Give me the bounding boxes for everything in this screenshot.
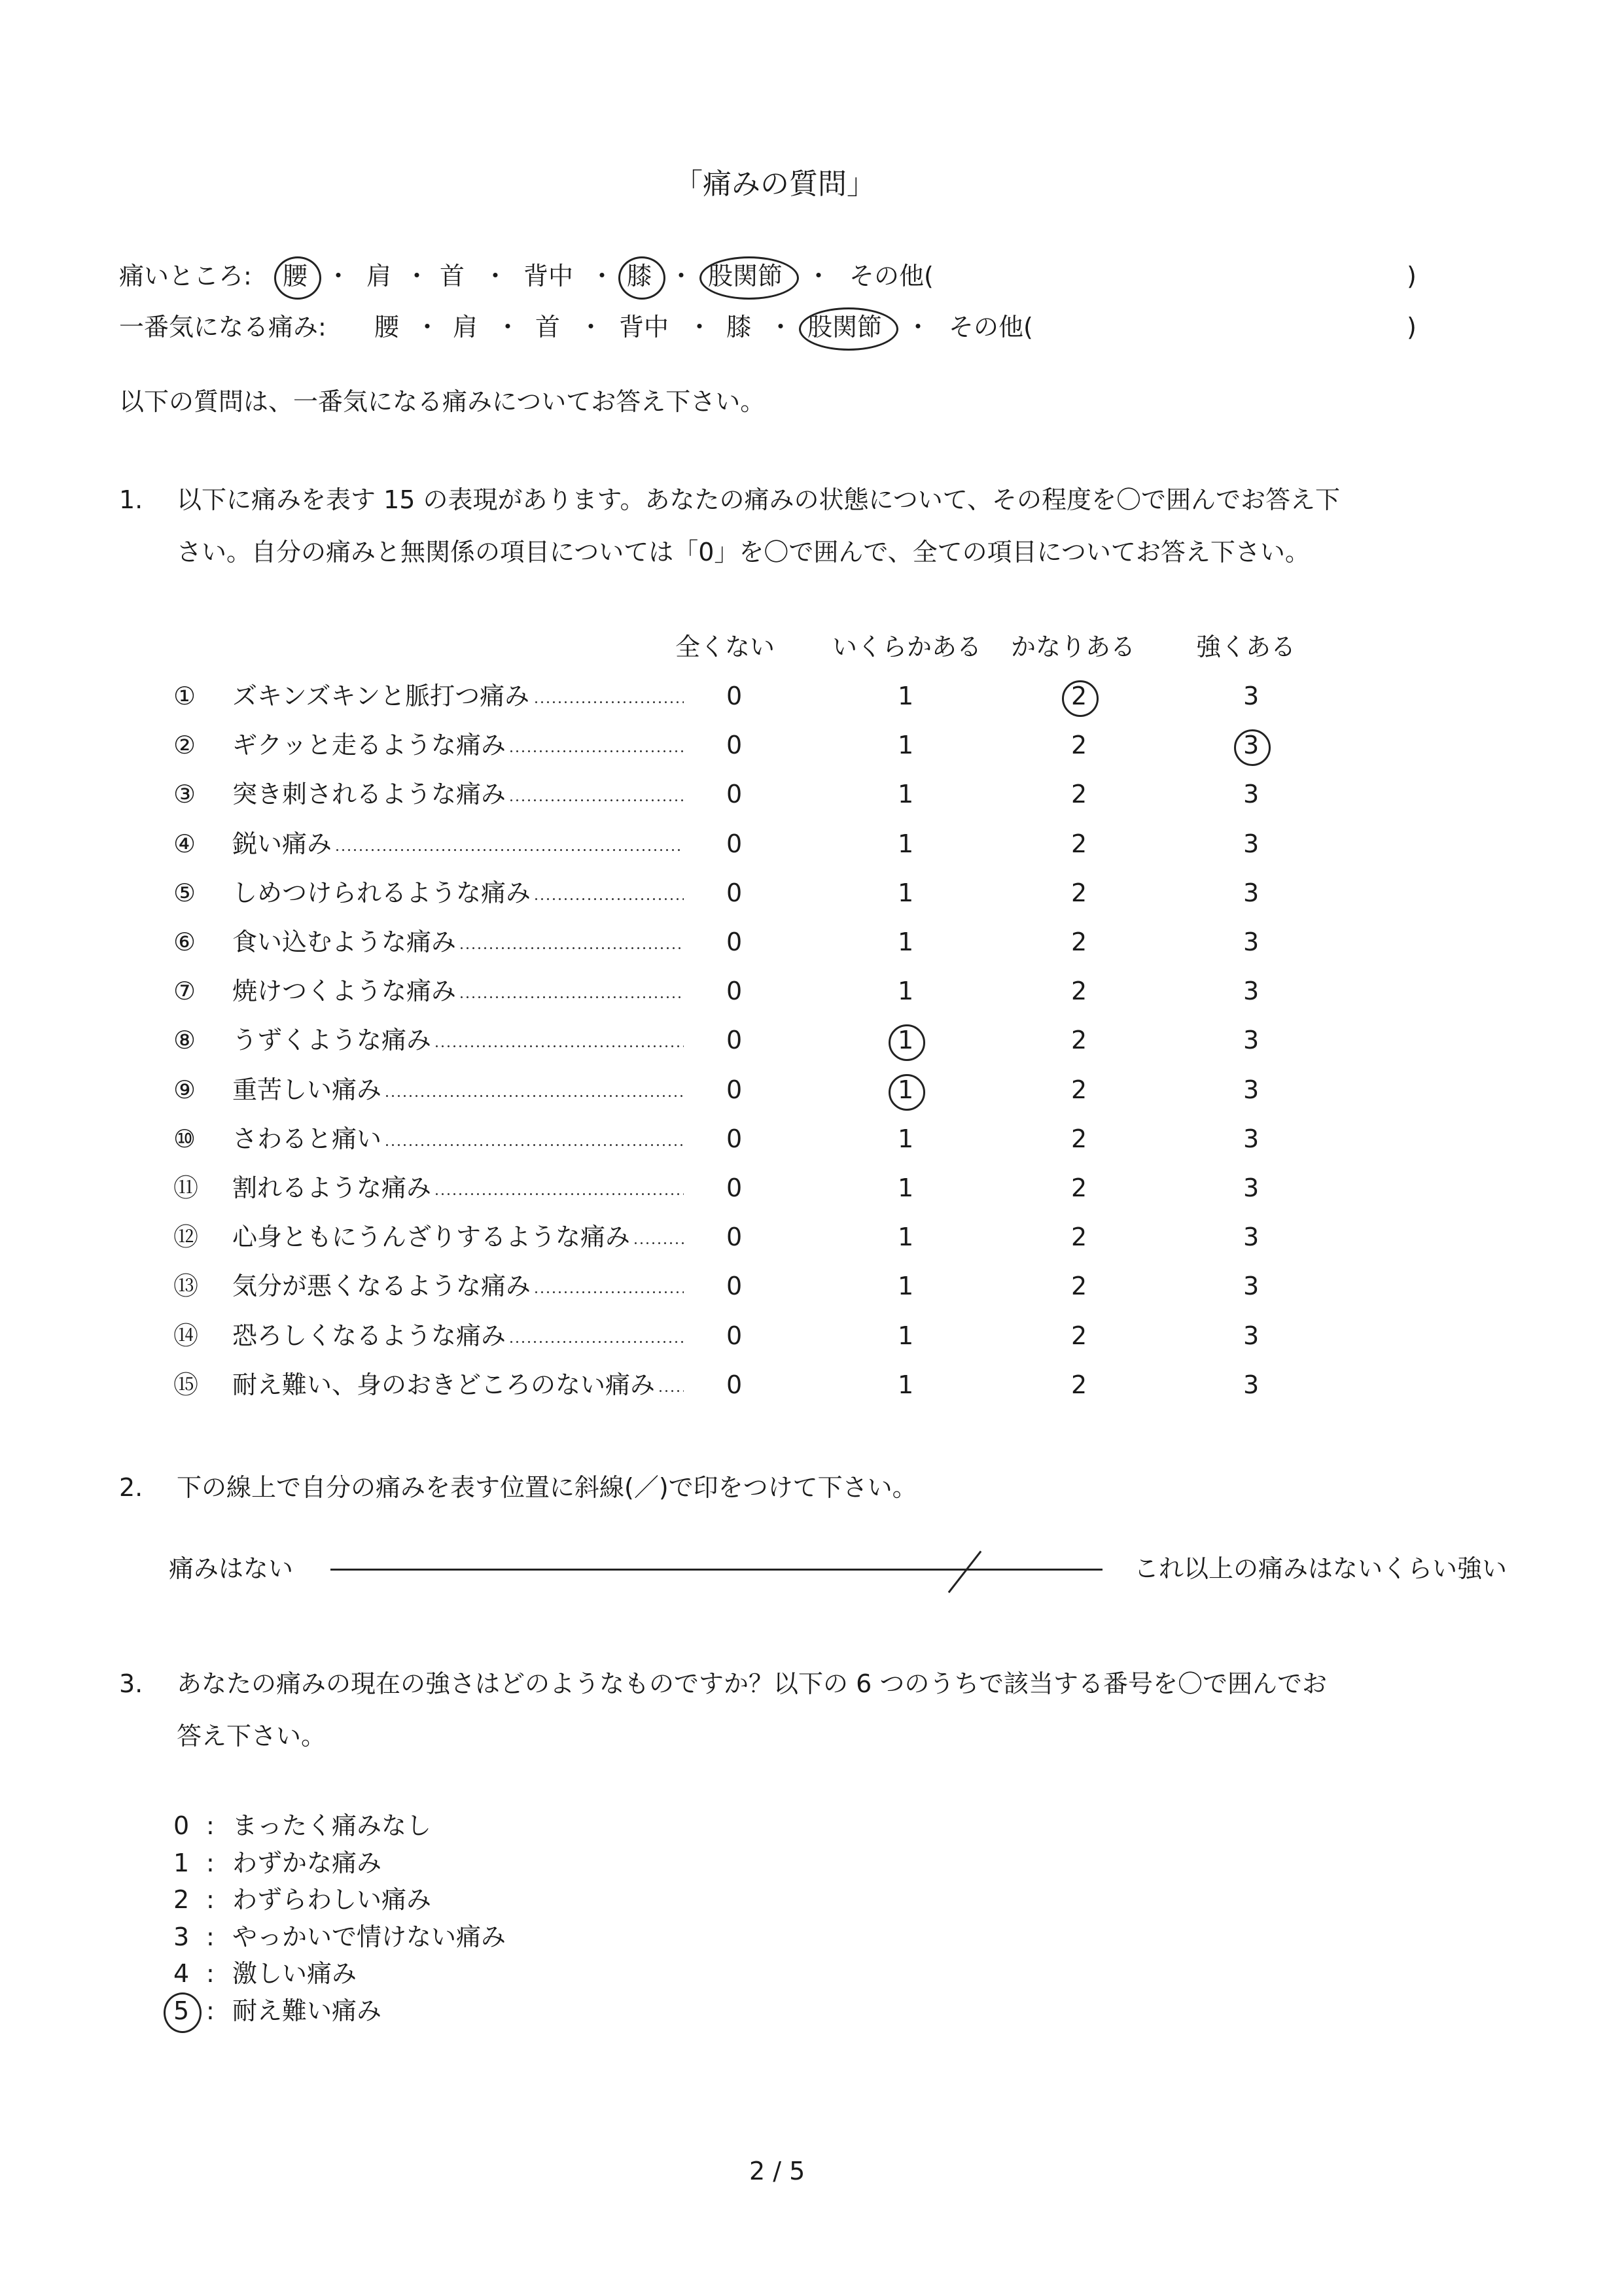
pain_location-option[interactable]: 背中 [523,262,574,290]
selected-circle [164,1992,202,2033]
q3-option-sep: : [206,1848,215,1877]
selected-circle [889,1074,925,1111]
q2-text: 下の線上で自分の痛みを表す位置に斜線(／)で印をつけて下さい。 [177,1473,917,1502]
scale-option[interactable]: 2 [1071,1272,1087,1300]
pain_location-option[interactable]: 腰 [283,262,308,290]
scale-option[interactable]: 2 [1071,731,1087,759]
scale-option[interactable]: 1 [898,1321,914,1350]
leader-dots [459,996,684,998]
item-number: ④ [173,829,196,858]
page-title: 「痛みの質問」 [674,167,875,201]
scale-option[interactable]: 3 [1243,1026,1260,1054]
scale-option[interactable]: 2 [1071,878,1087,907]
vas-right-label: これ以上の痛みはないくらい強い [1134,1554,1508,1583]
leader-dots [658,1390,684,1392]
pain_location-option[interactable]: 首 [440,262,465,290]
scale-option[interactable]: 2 [1071,1223,1087,1251]
item-number: ⑧ [173,1026,196,1054]
item-number: ⑫ [173,1223,199,1251]
circled-mark [699,256,799,300]
item-number: ⑨ [173,1075,196,1104]
leader-dots [508,1341,684,1343]
scale-option[interactable]: 0 [726,780,743,809]
scale-option[interactable]: 0 [726,1272,743,1300]
worst_pain-option[interactable]: 股関節 [807,313,883,341]
scale-option[interactable]: 2 [1071,1174,1087,1202]
scale-option[interactable]: 0 [726,731,743,759]
scale-option[interactable]: 3 [1243,1124,1260,1153]
item-number: ⑦ [173,977,196,1005]
q3-option-sep: : [206,1885,215,1914]
scale-option[interactable]: 3 [1243,878,1260,907]
worst-pain-label: 一番気になる痛み: [119,313,327,341]
pain_location-option[interactable]: ) [1407,262,1417,290]
column-header: 全くない [675,633,775,661]
worst_pain-option[interactable]: 肩 [453,313,478,341]
column-header: かなりある [1011,633,1136,661]
item-label: しめつけられるような痛み [232,878,531,907]
scale-option[interactable]: 1 [898,780,914,809]
leader-dots [384,1095,684,1097]
scale-option[interactable]: 0 [726,1321,743,1350]
q3-option-number[interactable]: 4 [173,1959,190,1988]
pain_location-option[interactable]: その他( [849,262,934,290]
vas-slash-mark [948,1551,982,1593]
item-label: 心身ともにうんざりするような痛み [232,1223,631,1251]
leader-dots [533,1291,684,1293]
q1-number: 1. [119,485,143,514]
leader-dots [334,849,684,851]
vas-line[interactable] [330,1569,1103,1571]
scale-option[interactable]: 1 [898,928,914,956]
leader-dots [533,898,684,900]
item-number: ③ [173,780,196,809]
scale-option[interactable]: 0 [726,1174,743,1202]
circled-mark [618,256,665,300]
separator-dot: ・ [404,262,430,290]
scale-option[interactable]: 3 [1243,1272,1260,1300]
pain-location-label: 痛いところ: [119,262,252,290]
q3-number: 3. [119,1669,143,1698]
scale-option[interactable]: 2 [1071,780,1087,809]
circled-mark [799,307,898,351]
scale-option[interactable]: 2 [1071,1075,1087,1104]
q3-option-label: やっかいで情けない痛み [232,1922,506,1951]
scale-option[interactable]: 0 [726,1026,743,1054]
scale-option[interactable]: 3 [1243,731,1260,759]
scale-option[interactable]: 2 [1071,682,1087,710]
scale-option[interactable]: 1 [898,1174,914,1202]
separator-dot: ・ [590,262,615,290]
pain_location-option[interactable]: 肩 [366,262,392,290]
scale-option[interactable]: 1 [898,878,914,907]
scale-option[interactable]: 0 [726,1075,743,1104]
q3-option-sep: : [206,1959,215,1988]
separator-dot: ・ [806,262,832,290]
item-number: ⑤ [173,878,196,907]
scale-option[interactable]: 0 [726,1223,743,1251]
scale-option[interactable]: 1 [898,682,914,710]
scale-option[interactable]: 0 [726,1124,743,1153]
item-label: 耐え難い、身のおきどころのない痛み [232,1370,656,1399]
leader-dots [633,1242,684,1244]
scale-option[interactable]: 1 [898,1075,914,1104]
q3-option-number[interactable]: 1 [173,1848,190,1877]
worst_pain-option[interactable]: その他( [949,313,1033,341]
q1-text-line2: さい。自分の痛みと無関係の項目については「0」を〇で囲んで、全ての項目についてお答え下さい。 [177,538,1310,566]
scale-option[interactable]: 0 [726,682,743,710]
worst_pain-option[interactable]: ) [1407,313,1417,341]
leader-dots [508,750,684,752]
item-label: 気分が悪くなるような痛み [232,1272,531,1300]
scale-option[interactable]: 3 [1243,780,1260,809]
separator-dot: ・ [483,262,508,290]
item-label: ズキンズキンと脈打つ痛み [232,682,530,710]
leader-dots [533,701,684,703]
item-label: うずくような痛み [232,1026,432,1054]
item-number: ⑮ [173,1370,199,1399]
item-label: 食い込むような痛み [232,928,457,956]
scale-option[interactable]: 0 [726,829,743,858]
scale-option[interactable]: 1 [898,977,914,1005]
worst_pain-option[interactable]: 膝 [726,313,752,341]
scale-option[interactable]: 1 [898,1272,914,1300]
scale-option[interactable]: 1 [898,829,914,858]
scale-option[interactable]: 1 [898,1124,914,1153]
q3-option-sep: : [206,1922,215,1951]
item-label: 重苦しい痛み [232,1075,382,1104]
separator-dot: ・ [326,262,351,290]
selected-circle [889,1024,925,1061]
q3-option-number[interactable]: 3 [173,1922,190,1951]
scale-option[interactable]: 2 [1071,1026,1087,1054]
item-number: ⑥ [173,928,196,956]
scale-option[interactable]: 2 [1071,1124,1087,1153]
worst_pain-option[interactable]: 腰 [374,313,400,341]
column-header: 強くある [1196,633,1296,661]
scale-option[interactable]: 1 [898,731,914,759]
separator-dot: ・ [495,313,521,341]
scale-option[interactable]: 3 [1243,1174,1260,1202]
separator-dot: ・ [687,313,713,341]
scale-option[interactable]: 3 [1243,977,1260,1005]
item-label: ギクッと走るような痛み [232,731,506,759]
separator-dot: ・ [415,313,440,341]
scale-option[interactable]: 1 [898,1370,914,1399]
pain_location-option[interactable]: 股関節 [708,262,783,290]
scale-option[interactable]: 3 [1243,1370,1260,1399]
scale-option[interactable]: 0 [726,977,743,1005]
q3-option-label: 激しい痛み [232,1959,357,1988]
scale-option[interactable]: 1 [898,1223,914,1251]
q3-option-label: まったく痛みなし [232,1811,432,1840]
worst_pain-option[interactable]: 首 [535,313,561,341]
q3-text-line2: 答え下さい。 [177,1722,327,1750]
q3-option-label: わずかな痛み [232,1848,382,1877]
scale-option[interactable]: 0 [726,928,743,956]
leader-dots [434,1193,684,1195]
item-label: 鋭い痛み [232,829,332,858]
item-label: 焼けつくような痛み [232,977,457,1005]
item-number: ⑩ [173,1124,196,1153]
scale-option[interactable]: 3 [1243,1223,1260,1251]
item-number: ① [173,682,196,710]
q3-text-line1: あなたの痛みの現在の強さはどのようなものですか？以下の 6 つのうちで該当する番号を〇で囲んでお [177,1669,1327,1698]
worst_pain-option[interactable]: 背中 [619,313,669,341]
selected-circle [1234,729,1271,766]
separator-dot: ・ [578,313,604,341]
q3-option-number[interactable]: 2 [173,1885,190,1914]
leader-dots [508,799,684,801]
item-label: 割れるような痛み [232,1174,432,1202]
scale-option[interactable]: 2 [1071,1321,1087,1350]
separator-dot: ・ [669,262,694,290]
q3-option-label: わずらわしい痛み [232,1885,432,1914]
item-label: さわると痛い [232,1124,382,1153]
intro-text: 以下の質問は、一番気になる痛みについてお答え下さい。 [119,387,766,416]
q1-text-line1: 以下に痛みを表す 15 の表現があります。あなたの痛みの状態について、その程度を〇で囲んでお答え下 [177,485,1340,514]
pain_location-option[interactable]: 膝 [627,262,652,290]
leader-dots [434,1045,684,1047]
vas-left-label: 痛みはない [169,1554,294,1583]
item-number: ⑬ [173,1272,199,1300]
scale-option[interactable]: 3 [1243,1075,1260,1104]
scale-option[interactable]: 2 [1071,829,1087,858]
q3-option-sep: : [206,1996,215,2025]
scale-option[interactable]: 3 [1243,682,1260,710]
item-label: 恐ろしくなるような痛み [232,1321,506,1350]
item-label: 突き刺されるような痛み [232,780,506,809]
scale-option[interactable]: 0 [726,878,743,907]
item-number: ⑭ [173,1321,199,1350]
separator-dot: ・ [906,313,931,341]
q2-number: 2. [119,1473,143,1502]
scale-option[interactable]: 2 [1071,977,1087,1005]
leader-dots [459,947,684,949]
scale-option[interactable]: 3 [1243,928,1260,956]
scale-option[interactable]: 2 [1071,1370,1087,1399]
q3-option-label: 耐え難い痛み [232,1996,382,2025]
scale-option[interactable]: 3 [1243,829,1260,858]
leader-dots [384,1144,684,1146]
separator-dot: ・ [768,313,794,341]
scale-option[interactable]: 0 [726,1370,743,1399]
page-number: 2 / 5 [749,2157,805,2185]
item-number: ⑪ [173,1174,199,1202]
column-header: いくらかある [832,633,982,661]
q3-option-number[interactable]: 0 [173,1811,190,1840]
circled-mark [274,256,321,300]
q3-option-number[interactable]: 5 [173,1996,190,2025]
scale-option[interactable]: 1 [898,1026,914,1054]
item-number: ② [173,731,196,759]
selected-circle [1062,680,1099,717]
scale-option[interactable]: 3 [1243,1321,1260,1350]
scale-option[interactable]: 2 [1071,928,1087,956]
q3-option-sep: : [206,1811,215,1840]
